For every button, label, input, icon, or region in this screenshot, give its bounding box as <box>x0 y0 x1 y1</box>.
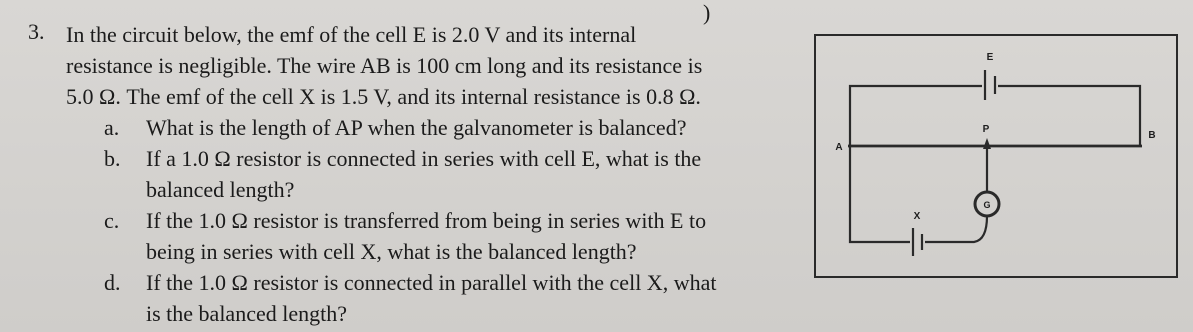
part-text: balanced length? <box>146 177 295 202</box>
label-p: P <box>982 124 990 135</box>
wire-top-right <box>998 86 1140 146</box>
stray-mark: ) <box>703 0 711 25</box>
part-text: is the balanced length? <box>146 301 347 326</box>
label-e: E <box>986 52 994 63</box>
part-label: c. <box>104 208 120 233</box>
figure-border <box>815 35 1177 277</box>
wire-bottom-right <box>925 216 987 242</box>
part-text: being in series with cell X, what is the balanced length? <box>146 239 637 264</box>
wire-bottom-left <box>850 146 910 242</box>
label-a: A <box>835 142 843 153</box>
wire-top-left <box>850 86 982 146</box>
part-label: d. <box>104 270 121 295</box>
stem-line: In the circuit below, the emf of the cell E is 2.0 V and its internal <box>66 22 637 47</box>
jockey-arrow <box>983 138 991 149</box>
part-text: If the 1.0 Ω resistor is transferred from being in series with E to <box>146 208 707 233</box>
part-label: b. <box>104 146 121 171</box>
stem-line: resistance is negligible. The wire AB is 100 cm long and its resistance is <box>66 53 703 78</box>
question-number: 3. <box>28 19 45 44</box>
circuit-diagram <box>814 34 1178 278</box>
stem-line: 5.0 Ω. The emf of the cell X is 1.5 V, and its internal resistance is 0.8 Ω. <box>66 84 701 109</box>
part-text: What is the length of AP when the galvanometer is balanced? <box>146 115 687 140</box>
part-text: If the 1.0 Ω resistor is connected in parallel with the cell X, what <box>146 270 717 295</box>
question-stem <box>66 19 796 112</box>
part-text: If a 1.0 Ω resistor is connected in series with cell E, what is the <box>146 146 702 171</box>
label-b: B <box>1148 130 1156 141</box>
part-label: a. <box>104 115 120 140</box>
label-g: G <box>983 200 991 210</box>
label-x: X <box>913 211 921 222</box>
